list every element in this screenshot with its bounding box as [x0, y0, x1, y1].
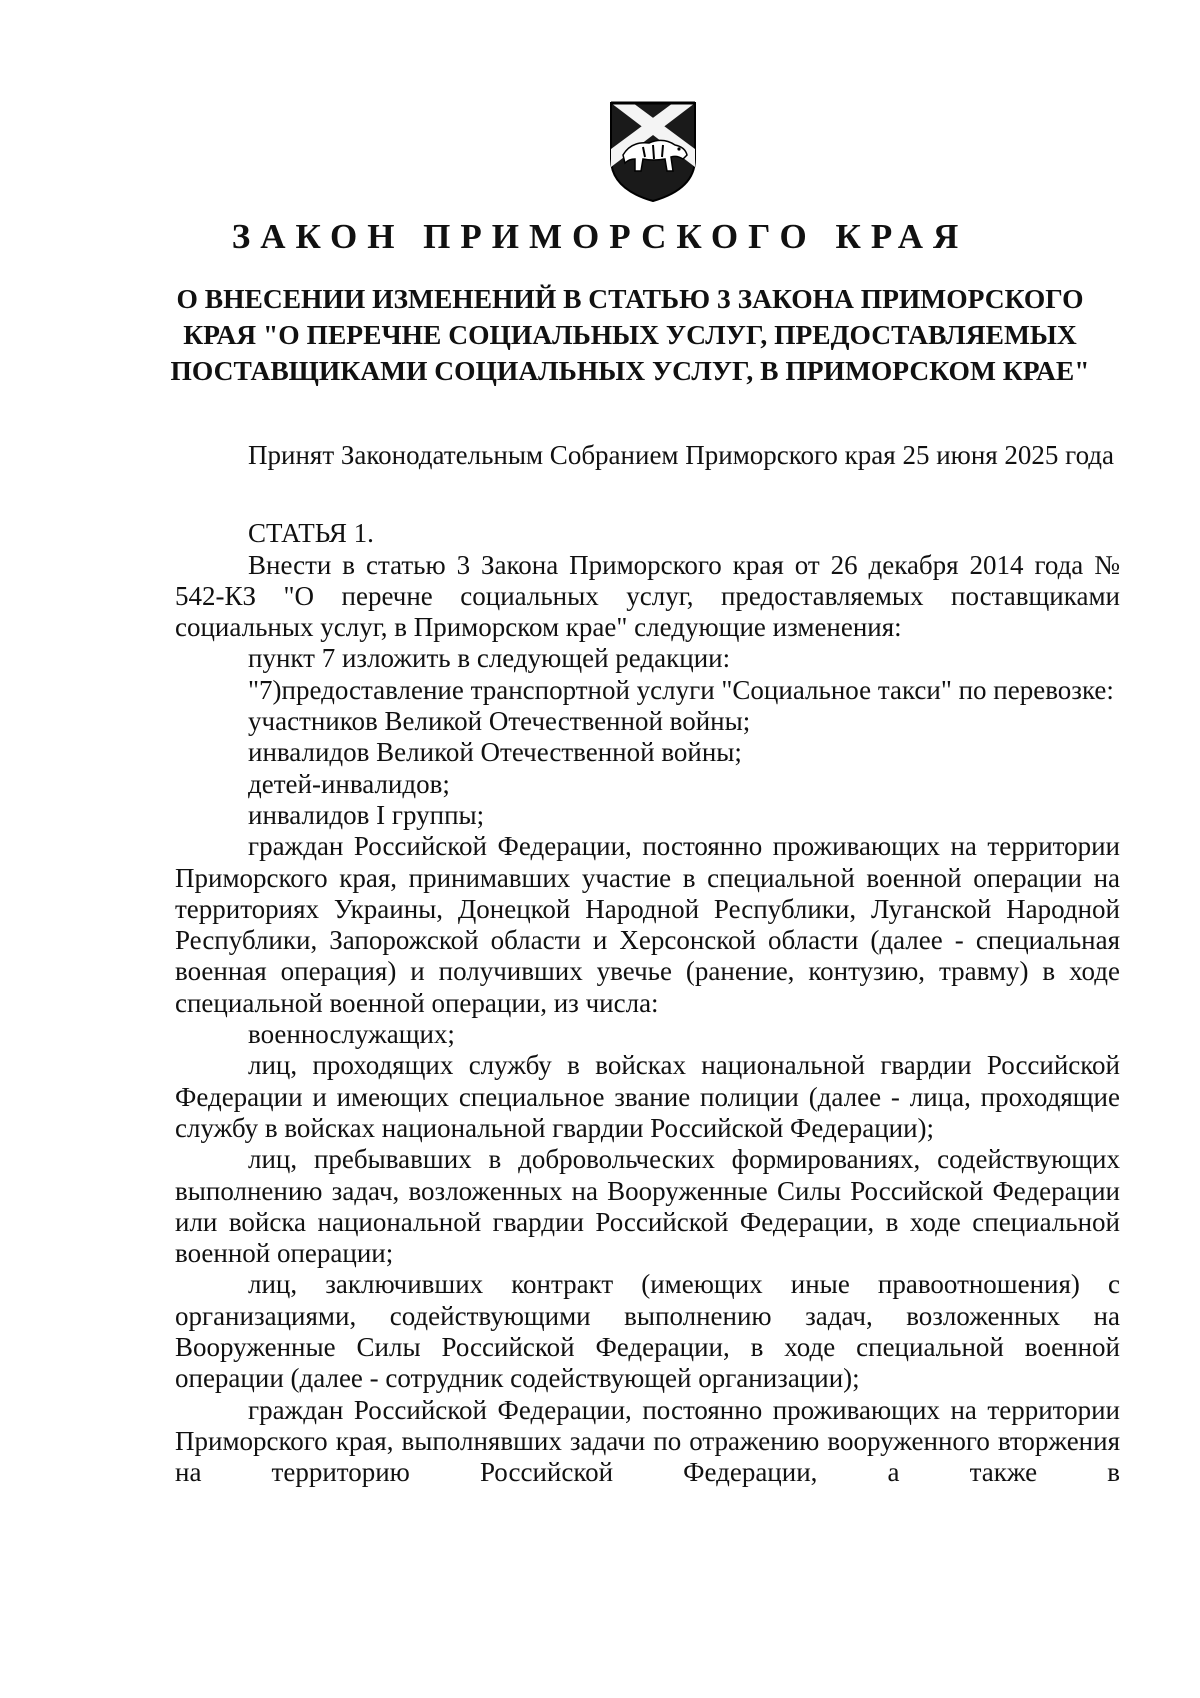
- list-item: детей-инвалидов;: [248, 768, 450, 799]
- list-item: лиц, пребывавших в добровольческих формированиях, содействующих выполнению задач, возложенных на Вооруженные Силы Российской Федерации или войска национальной гвардии Российской Федерации, в ходе специальной военной операции;: [175, 1144, 1120, 1269]
- adoption-note: Принят Законодательным Собранием Приморского края 25 июня 2025 года: [248, 440, 1115, 470]
- article-heading: СТАТЬЯ 1.: [248, 518, 374, 549]
- list-item: инвалидов I группы;: [248, 799, 485, 830]
- list-item: лиц, заключивших контракт (имеющих иные правоотношения) с организациями, содействующими выполнению задач, возложенных на Вооруженные Силы Российской Федерации, в ходе специальной военной операции (далее - сотрудник содействующей организации);: [175, 1269, 1120, 1394]
- law-title: ЗАКОН ПРИМОРСКОГО КРАЯ: [231, 217, 969, 256]
- document-body: [175, 440, 1120, 1489]
- law-subtitle: О ВНЕСЕНИИ ИЗМЕНЕНИЙ В СТАТЬЮ 3 ЗАКОНА ПРИМОРСКОГО КРАЯ "О ПЕРЕЧНЕ СОЦИАЛЬНЫХ УСЛУГ, ПРЕДОСТАВЛЯЕМЫХ ПОСТАВЩИКАМИ СОЦИАЛЬНЫХ УСЛУГ, В ПРИМОРСКОМ КРАЕ": [170, 283, 1090, 386]
- list-item: лиц, проходящих службу в войсках национальной гвардии Российской Федерации и имеющих специальное звание полиции (далее - лица, проходящие службу в войсках национальной гвардии Российской Федерации);: [175, 1050, 1120, 1143]
- paragraph: пункт 7 изложить в следующей редакции:: [248, 643, 731, 674]
- paragraph: "7)предоставление транспортной услуги "Социальное такси" по перевозке:: [248, 674, 1114, 705]
- list-item: военнослужащих;: [248, 1019, 455, 1050]
- list-item: участников Великой Отечественной войны;: [248, 706, 751, 737]
- paragraph: граждан Российской Федерации, постоянно проживающих на территории Приморского края, выполнявших задачи по отражению вооруженного вторжения на территорию Российской Федерации, а также в: [175, 1394, 1120, 1488]
- coat-of-arms-icon: [603, 97, 703, 205]
- paragraph: Внести в статью 3 Закона Приморского края от 26 декабря 2014 года № 542-КЗ "О перечне социальных услуг, предоставляемых поставщиками социальных услуг, в Приморском крае" следующие изменения:: [175, 549, 1120, 643]
- list-item: инвалидов Великой Отечественной войны;: [248, 737, 742, 768]
- paragraph: граждан Российской Федерации, постоянно проживающих на территории Приморского края, принимавших участие в специальной военной операции на территориях Украины, Донецкой Народной Республики, Луганской Народной Республики, Запорожской области и Херсонской области (далее - специальная военная операция) и получивших увечье (ранение, контузию, травму) в ходе специальной военной операции, из числа:: [175, 831, 1120, 1018]
